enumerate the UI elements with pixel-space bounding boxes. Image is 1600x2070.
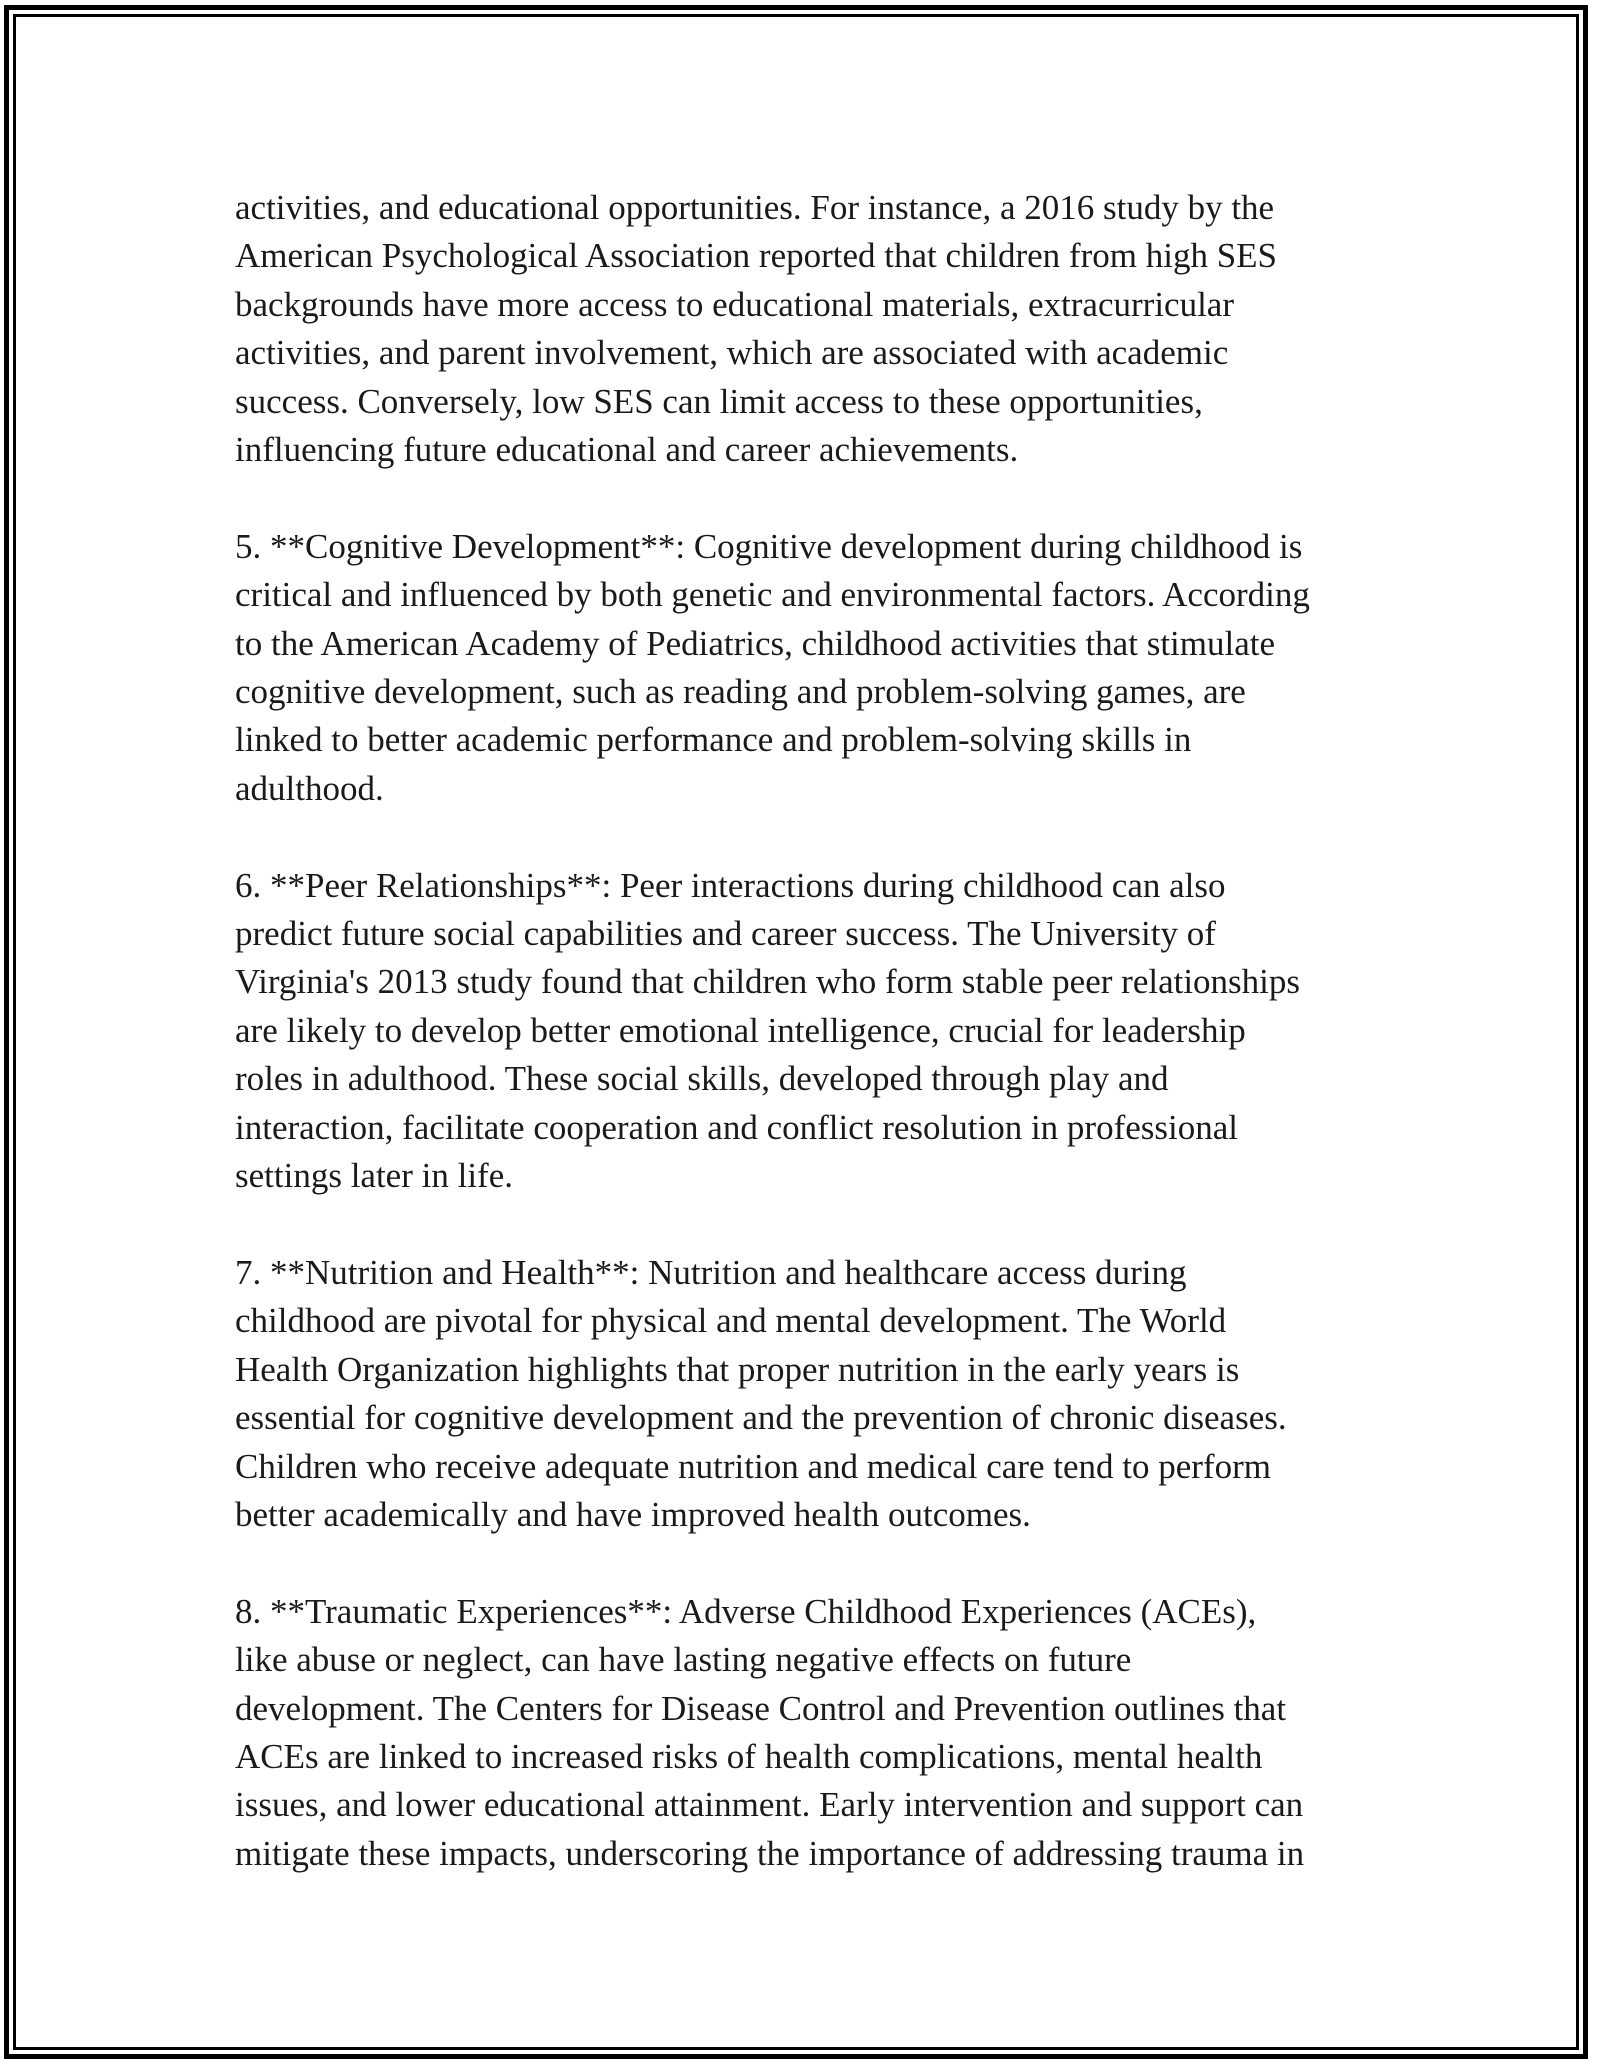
text-line: mitigate these impacts, underscoring the importance of addressing trauma in (235, 1833, 1305, 1873)
text-line: activities, and educational opportunities. For instance, a 2016 study by the (235, 188, 1275, 227)
text-line: roles in adulthood. These social skills, developed through play and (235, 1059, 1169, 1099)
text-line: predict future social capabilities and career success. The University of (235, 914, 1216, 954)
text-line: backgrounds have more access to educational materials, extracurricular (235, 284, 1234, 324)
paragraph-nutrition-health (235, 1249, 1385, 1539)
text-line: adulthood. (235, 768, 384, 808)
text-line: interaction, facilitate cooperation and conflict resolution in professional (235, 1107, 1238, 1147)
paragraph-peer-relationships (235, 862, 1385, 1201)
document-body (235, 184, 1385, 1927)
text-line: 5. **Cognitive Development**: Cognitive development during childhood is (235, 526, 1303, 566)
text-line: Virginia's 2013 study found that children who form stable peer relationships (235, 962, 1301, 1002)
paragraph-ses-continued (235, 184, 1385, 474)
paragraph-cognitive-development (235, 523, 1385, 813)
text-line: linked to better academic performance and problem-solving skills in (235, 720, 1192, 760)
text-line: 7. **Nutrition and Health**: Nutrition and healthcare access during (235, 1252, 1187, 1292)
paragraph-traumatic-experiences (235, 1588, 1385, 1878)
text-line: Children who receive adequate nutrition and medical care tend to perform (235, 1446, 1271, 1486)
text-line: American Psychological Association reported that children from high SES (235, 236, 1278, 276)
text-line: ACEs are linked to increased risks of health complications, mental health (235, 1736, 1263, 1776)
text-line: cognitive development, such as reading and problem-solving games, are (235, 672, 1246, 712)
text-line: essential for cognitive development and the prevention of chronic diseases. (235, 1398, 1287, 1438)
text-line: are likely to develop better emotional intelligence, crucial for leadership (235, 1010, 1246, 1050)
text-line: activities, and parent involvement, which are associated with academic (235, 333, 1229, 373)
text-line: development. The Centers for Disease Control and Prevention outlines that (235, 1688, 1287, 1728)
text-line: 8. **Traumatic Experiences**: Adverse Childhood Experiences (ACEs), (235, 1591, 1257, 1631)
text-line: to the American Academy of Pediatrics, childhood activities that stimulate (235, 623, 1276, 663)
text-line: settings later in life. (235, 1156, 513, 1196)
text-line: Health Organization highlights that proper nutrition in the early years is (235, 1349, 1240, 1389)
text-line: success. Conversely, low SES can limit access to these opportunities, (235, 381, 1203, 421)
text-line: like abuse or neglect, can have lasting negative effects on future (235, 1640, 1132, 1680)
text-line: issues, and lower educational attainment. Early intervention and support can (235, 1785, 1304, 1825)
text-line: influencing future educational and career achievements. (235, 430, 1019, 470)
text-line: 6. **Peer Relationships**: Peer interactions during childhood can also (235, 865, 1226, 905)
text-line: critical and influenced by both genetic and environmental factors. According (235, 575, 1310, 615)
text-line: childhood are pivotal for physical and mental development. The World (235, 1301, 1227, 1341)
text-line: better academically and have improved health outcomes. (235, 1494, 1031, 1534)
